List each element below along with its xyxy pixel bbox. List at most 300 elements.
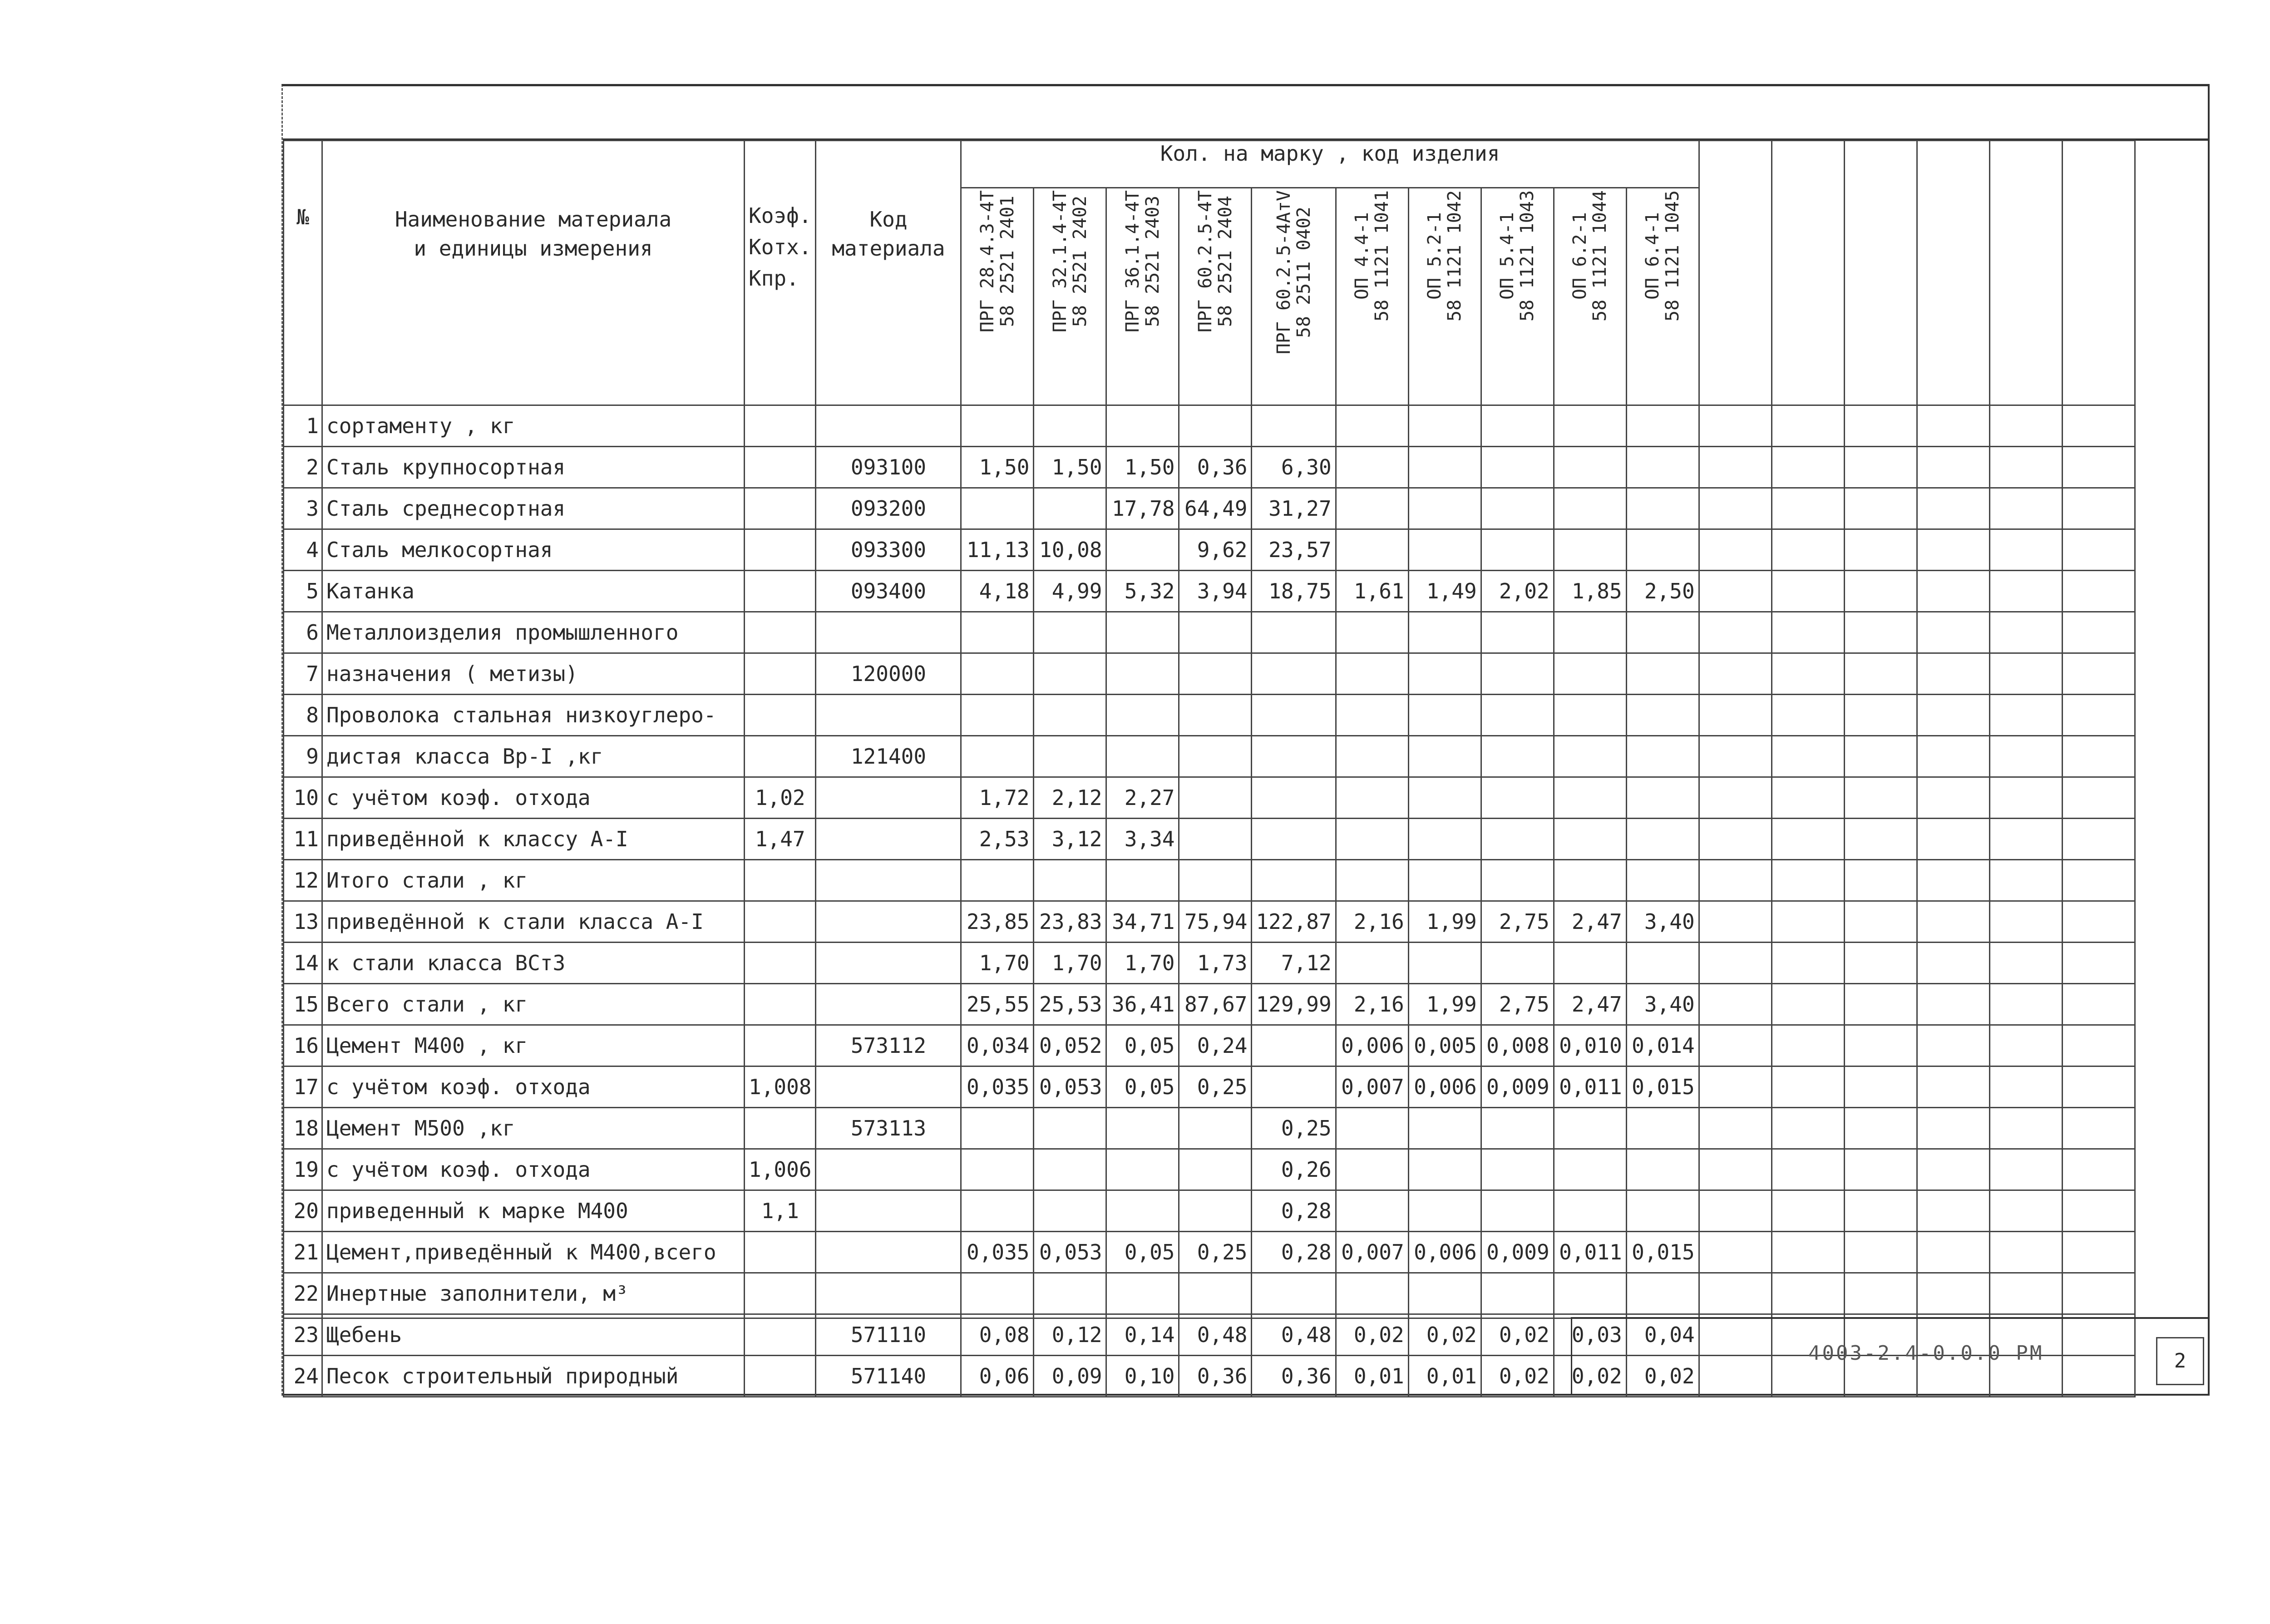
quantity-cell: [1034, 488, 1106, 529]
table-row: [284, 1232, 2135, 1273]
quantity-cell: 0,01: [1408, 1356, 1481, 1397]
quantity-cell: 0,02: [1481, 1314, 1554, 1356]
quantity-cell: 0,03: [1554, 1314, 1626, 1356]
quantity-cell: [1034, 1108, 1106, 1149]
quantity-cell: [961, 1190, 1034, 1232]
quantity-cell: [1554, 447, 1626, 488]
empty-cell: [2062, 901, 2135, 943]
empty-cell: [2062, 447, 2135, 488]
coefficient: 1,006: [745, 1149, 816, 1190]
product-header: [1106, 188, 1179, 405]
table-row: [284, 860, 2135, 901]
quantity-cell: 23,57: [1252, 529, 1336, 571]
row-number: 13: [284, 901, 322, 943]
title-block: [1571, 1317, 2208, 1394]
product-code: 58 1121 1044: [1589, 190, 1611, 321]
empty-cell: [1699, 819, 1772, 860]
empty-cell: [1989, 488, 2062, 529]
coefficient: [745, 447, 816, 488]
quantity-cell: 0,009: [1481, 1232, 1554, 1273]
quantity-cell: 0,035: [961, 1232, 1034, 1273]
table-row: [284, 1190, 2135, 1232]
quantity-cell: [1626, 736, 1699, 777]
empty-cell: [1699, 1066, 1772, 1108]
coefficient: [745, 901, 816, 943]
quantity-cell: [1336, 777, 1408, 819]
quantity-cell: 0,25: [1179, 1066, 1252, 1108]
quantity-cell: 25,53: [1034, 984, 1106, 1025]
quantity-cell: [1034, 736, 1106, 777]
coefficient: 1,02: [745, 777, 816, 819]
coefficient: [745, 1314, 816, 1356]
quantity-cell: [1034, 612, 1106, 653]
material-code: [816, 1066, 961, 1108]
product-label: [1274, 190, 1314, 354]
quantity-cell: [1481, 612, 1554, 653]
product-label: [977, 190, 1017, 332]
row-number: 19: [284, 1149, 322, 1190]
product-code: 58 2521 2401: [997, 195, 1018, 327]
quantity-cell: 31,27: [1252, 488, 1336, 529]
row-number: 21: [284, 1232, 322, 1273]
quantity-cell: 0,04: [1626, 1314, 1699, 1356]
quantity-cell: 1,99: [1408, 984, 1481, 1025]
quantity-cell: 1,70: [1106, 943, 1179, 984]
empty-cell: [1772, 488, 1844, 529]
quantity-cell: [1408, 1273, 1481, 1314]
empty-cell: [1989, 695, 2062, 736]
empty-cell: [1844, 695, 1917, 736]
quantity-cell: 0,36: [1179, 447, 1252, 488]
quantity-cell: [1408, 1108, 1481, 1149]
material-code: 571110: [816, 1314, 961, 1356]
quantity-cell: 0,01: [1336, 1356, 1408, 1397]
quantity-cell: 0,25: [1179, 1232, 1252, 1273]
empty-cell: [1989, 819, 2062, 860]
empty-cell: [1772, 943, 1844, 984]
quantity-cell: [1408, 819, 1481, 860]
empty-cell: [2062, 612, 2135, 653]
quantity-cell: [1106, 860, 1179, 901]
quantity-cell: [1336, 819, 1408, 860]
coefficient: [745, 1108, 816, 1149]
quantity-cell: [1481, 529, 1554, 571]
quantity-cell: 0,005: [1408, 1025, 1481, 1066]
quantity-cell: 2,47: [1554, 984, 1626, 1025]
quantity-cell: 0,24: [1179, 1025, 1252, 1066]
empty-cell: [2062, 819, 2135, 860]
quantity-cell: 0,008: [1481, 1025, 1554, 1066]
header-group-title: Кол. на марку , код изделия: [961, 141, 1699, 188]
quantity-cell: 3,40: [1626, 984, 1699, 1025]
empty-cell: [2062, 1108, 2135, 1149]
quantity-cell: [1554, 736, 1626, 777]
row-number: 5: [284, 571, 322, 612]
row-number: 15: [284, 984, 322, 1025]
quantity-cell: 7,12: [1252, 943, 1336, 984]
coefficient: 1,008: [745, 1066, 816, 1108]
empty-cell: [1699, 860, 1772, 901]
empty-cell: [1844, 1232, 1917, 1273]
table-row: [284, 447, 2135, 488]
quantity-cell: [1481, 943, 1554, 984]
quantity-cell: [1034, 695, 1106, 736]
empty-col: [1844, 141, 1917, 405]
row-number: 4: [284, 529, 322, 571]
product-code: 58 2521 2404: [1214, 195, 1236, 327]
quantity-cell: [1408, 653, 1481, 695]
empty-cell: [2062, 736, 2135, 777]
row-number: 1: [284, 405, 322, 447]
empty-cell: [1699, 405, 1772, 447]
quantity-cell: [961, 1108, 1034, 1149]
row-number: 23: [284, 1314, 322, 1356]
row-number: 20: [284, 1190, 322, 1232]
empty-cell: [1844, 1273, 1917, 1314]
empty-cell: [1917, 1273, 1989, 1314]
empty-cell: [1989, 1232, 2062, 1273]
quantity-cell: [1336, 1273, 1408, 1314]
quantity-cell: 3,12: [1034, 819, 1106, 860]
quantity-cell: 0,08: [961, 1314, 1034, 1356]
quantity-cell: [1554, 860, 1626, 901]
coefficient: [745, 1025, 816, 1066]
row-number: 7: [284, 653, 322, 695]
quantity-cell: [1408, 488, 1481, 529]
table-row: [284, 1066, 2135, 1108]
empty-cell: [1989, 1025, 2062, 1066]
row-number: 3: [284, 488, 322, 529]
quantity-cell: [1554, 1149, 1626, 1190]
quantity-cell: 0,09: [1034, 1356, 1106, 1397]
empty-col: [1989, 141, 2062, 405]
quantity-cell: [1408, 612, 1481, 653]
quantity-cell: 1,49: [1408, 571, 1481, 612]
empty-cell: [1772, 984, 1844, 1025]
quantity-cell: 3,40: [1626, 901, 1699, 943]
empty-cell: [1917, 1232, 1989, 1273]
quantity-cell: [1481, 405, 1554, 447]
row-number: 24: [284, 1356, 322, 1397]
empty-cell: [1989, 1190, 2062, 1232]
quantity-cell: 0,006: [1336, 1025, 1408, 1066]
quantity-cell: [1554, 777, 1626, 819]
quantity-cell: 2,16: [1336, 901, 1408, 943]
material-name: Сталь среднесортная: [322, 488, 745, 529]
product-label: [1570, 190, 1610, 321]
empty-cell: [1917, 860, 1989, 901]
quantity-cell: 0,36: [1179, 1356, 1252, 1397]
quantity-cell: [1626, 1108, 1699, 1149]
empty-cell: [1699, 612, 1772, 653]
quantity-cell: [1252, 1273, 1336, 1314]
quantity-cell: [1179, 819, 1252, 860]
empty-cell: [1917, 1149, 1989, 1190]
quantity-cell: 2,75: [1481, 901, 1554, 943]
quantity-cell: [1034, 1149, 1106, 1190]
quantity-cell: 122,87: [1252, 901, 1336, 943]
empty-cell: [1917, 984, 1989, 1025]
coefficient: [745, 653, 816, 695]
quantity-cell: [1106, 405, 1179, 447]
quantity-cell: 9,62: [1179, 529, 1252, 571]
table-row: [284, 529, 2135, 571]
quantity-cell: [1626, 860, 1699, 901]
material-code: 093100: [816, 447, 961, 488]
empty-cell: [2062, 488, 2135, 529]
material-name: приведённой к классу А-I: [322, 819, 745, 860]
product-mark: ПРГ 60.2.5-4Т: [1194, 190, 1216, 332]
empty-cell: [1989, 777, 2062, 819]
quantity-cell: [961, 736, 1034, 777]
table-row: [284, 405, 2135, 447]
quantity-cell: [961, 488, 1034, 529]
empty-cell: [1989, 405, 2062, 447]
empty-col: [1917, 141, 1989, 405]
quantity-cell: [1481, 695, 1554, 736]
quantity-cell: [961, 1273, 1034, 1314]
row-number: 22: [284, 1273, 322, 1314]
material-code: 120000: [816, 653, 961, 695]
coefficient: [745, 860, 816, 901]
material-code: 093400: [816, 571, 961, 612]
quantity-cell: [1179, 1190, 1252, 1232]
empty-cell: [1844, 1149, 1917, 1190]
quantity-cell: [1554, 612, 1626, 653]
empty-cell: [1917, 1025, 1989, 1066]
empty-cell: [1989, 1273, 2062, 1314]
quantity-cell: [1252, 612, 1336, 653]
empty-cell: [1772, 1232, 1844, 1273]
empty-cell: [1917, 695, 1989, 736]
quantity-cell: [1554, 1190, 1626, 1232]
row-number: 18: [284, 1108, 322, 1149]
drawing-sheet: [281, 84, 2210, 1396]
quantity-cell: [1626, 943, 1699, 984]
quantity-cell: [1336, 1149, 1408, 1190]
coefficient: [745, 695, 816, 736]
quantity-cell: 2,53: [961, 819, 1034, 860]
product-mark: ОП 4.4-1: [1352, 212, 1373, 300]
product-label: [1050, 190, 1090, 332]
coefficient: [745, 612, 816, 653]
quantity-cell: 0,48: [1252, 1314, 1336, 1356]
quantity-cell: [1554, 819, 1626, 860]
quantity-cell: [1481, 447, 1554, 488]
material-name: Катанка: [322, 571, 745, 612]
material-code: [816, 1273, 961, 1314]
empty-cell: [1699, 1190, 1772, 1232]
quantity-cell: [1252, 695, 1336, 736]
quantity-cell: [1336, 860, 1408, 901]
product-header: [1481, 188, 1554, 405]
quantity-cell: 23,83: [1034, 901, 1106, 943]
quantity-cell: 1,61: [1336, 571, 1408, 612]
quantity-cell: 4,99: [1034, 571, 1106, 612]
empty-cell: [1699, 1025, 1772, 1066]
quantity-cell: 1,73: [1179, 943, 1252, 984]
empty-cell: [1917, 819, 1989, 860]
quantity-cell: [1626, 447, 1699, 488]
coefficient: [745, 1356, 816, 1397]
empty-cell: [1844, 819, 1917, 860]
quantity-cell: 2,12: [1034, 777, 1106, 819]
quantity-cell: 4,18: [961, 571, 1034, 612]
empty-cell: [1917, 1108, 1989, 1149]
row-number: 16: [284, 1025, 322, 1066]
empty-cell: [1844, 1025, 1917, 1066]
material-name: к стали класса ВСт3: [322, 943, 745, 984]
empty-cell: [1989, 984, 2062, 1025]
product-code: 58 2521 2402: [1069, 195, 1091, 327]
quantity-cell: [1626, 1149, 1699, 1190]
empty-cell: [1917, 571, 1989, 612]
product-label: [1123, 190, 1163, 332]
empty-cell: [1699, 447, 1772, 488]
empty-cell: [2062, 860, 2135, 901]
empty-cell: [1917, 405, 1989, 447]
quantity-cell: 0,48: [1179, 1314, 1252, 1356]
empty-col: [2062, 141, 2135, 405]
material-code: 093300: [816, 529, 961, 571]
quantity-cell: [1252, 653, 1336, 695]
empty-cell: [1917, 777, 1989, 819]
quantity-cell: [1179, 405, 1252, 447]
empty-cell: [1772, 447, 1844, 488]
empty-cell: [1844, 529, 1917, 571]
quantity-cell: [1554, 695, 1626, 736]
quantity-cell: [1336, 943, 1408, 984]
header-name-line2: и единицы измерения: [414, 236, 653, 261]
product-label: [1352, 190, 1392, 321]
empty-cell: [1699, 777, 1772, 819]
quantity-cell: [1106, 736, 1179, 777]
product-code: 58 1121 1042: [1444, 190, 1466, 321]
empty-cell: [1844, 405, 1917, 447]
empty-cell: [2062, 529, 2135, 571]
empty-cell: [1772, 1025, 1844, 1066]
top-strip: [283, 86, 2208, 141]
quantity-cell: [1034, 1190, 1106, 1232]
product-mark: ОП 5.2-1: [1424, 212, 1446, 300]
quantity-cell: 36,41: [1106, 984, 1179, 1025]
quantity-cell: [961, 695, 1034, 736]
quantity-cell: 6,30: [1252, 447, 1336, 488]
empty-cell: [1917, 736, 1989, 777]
row-number: 11: [284, 819, 322, 860]
product-mark: ПРГ 60.2.5-4АтV: [1273, 190, 1294, 355]
empty-cell: [2062, 777, 2135, 819]
quantity-cell: 1,99: [1408, 901, 1481, 943]
product-header: [1626, 188, 1699, 405]
quantity-cell: [1034, 860, 1106, 901]
quantity-cell: 0,007: [1336, 1232, 1408, 1273]
quantity-cell: 129,99: [1252, 984, 1336, 1025]
table-row: [284, 1149, 2135, 1190]
quantity-cell: [1179, 1149, 1252, 1190]
quantity-cell: [1336, 447, 1408, 488]
quantity-cell: 2,16: [1336, 984, 1408, 1025]
quantity-cell: [1626, 612, 1699, 653]
empty-cell: [1917, 447, 1989, 488]
quantity-cell: 0,006: [1408, 1232, 1481, 1273]
quantity-cell: [1336, 736, 1408, 777]
table-row: [284, 943, 2135, 984]
empty-cell: [2062, 405, 2135, 447]
empty-cell: [1844, 612, 1917, 653]
empty-cell: [2062, 984, 2135, 1025]
empty-cell: [1917, 1190, 1989, 1232]
quantity-cell: [1106, 612, 1179, 653]
quantity-cell: [1336, 488, 1408, 529]
quantity-cell: 18,75: [1252, 571, 1336, 612]
product-header: [1554, 188, 1626, 405]
quantity-cell: 11,13: [961, 529, 1034, 571]
quantity-cell: 1,85: [1554, 571, 1626, 612]
quantity-cell: [1336, 529, 1408, 571]
empty-cell: [2062, 1273, 2135, 1314]
quantity-cell: [1336, 653, 1408, 695]
quantity-cell: 1,70: [961, 943, 1034, 984]
quantity-cell: [1554, 1108, 1626, 1149]
material-code: 573112: [816, 1025, 961, 1066]
quantity-cell: [1481, 653, 1554, 695]
header-code: [816, 141, 961, 405]
quantity-cell: [1408, 695, 1481, 736]
quantity-cell: 1,50: [1034, 447, 1106, 488]
coefficient: [745, 1232, 816, 1273]
product-code: 58 1121 1041: [1372, 190, 1393, 321]
quantity-cell: [1252, 1066, 1336, 1108]
quantity-cell: [1481, 819, 1554, 860]
material-name: Сталь мелкосортная: [322, 529, 745, 571]
empty-cell: [1917, 529, 1989, 571]
material-code: 573113: [816, 1108, 961, 1149]
empty-cell: [1844, 736, 1917, 777]
product-mark: ПРГ 28.4.3-4Т: [977, 190, 998, 332]
product-code: 58 2521 2403: [1142, 195, 1163, 327]
empty-cell: [1844, 777, 1917, 819]
row-number: 6: [284, 612, 322, 653]
empty-cell: [1989, 1066, 2062, 1108]
empty-cell: [1699, 943, 1772, 984]
table-row: [284, 984, 2135, 1025]
quantity-cell: [961, 653, 1034, 695]
empty-cell: [1699, 984, 1772, 1025]
product-mark: ОП 6.2-1: [1569, 212, 1591, 300]
row-number: 8: [284, 695, 322, 736]
quantity-cell: [1481, 1273, 1554, 1314]
quantity-cell: [1626, 529, 1699, 571]
quantity-cell: [1408, 736, 1481, 777]
material-name: Инертные заполнители, м³: [322, 1273, 745, 1314]
quantity-cell: 0,034: [961, 1025, 1034, 1066]
quantity-cell: 23,85: [961, 901, 1034, 943]
quantity-cell: 25,55: [961, 984, 1034, 1025]
empty-cell: [1772, 777, 1844, 819]
coefficient: [745, 571, 816, 612]
header-row-1: [284, 141, 2135, 188]
quantity-cell: [961, 405, 1034, 447]
material-code: [816, 901, 961, 943]
quantity-cell: [1481, 860, 1554, 901]
empty-cell: [1699, 695, 1772, 736]
empty-cell: [2062, 1149, 2135, 1190]
quantity-cell: 0,007: [1336, 1066, 1408, 1108]
quantity-cell: [1336, 1108, 1408, 1149]
material-name: сортаменту , кг: [322, 405, 745, 447]
material-name: Металлоизделия промышленного: [322, 612, 745, 653]
